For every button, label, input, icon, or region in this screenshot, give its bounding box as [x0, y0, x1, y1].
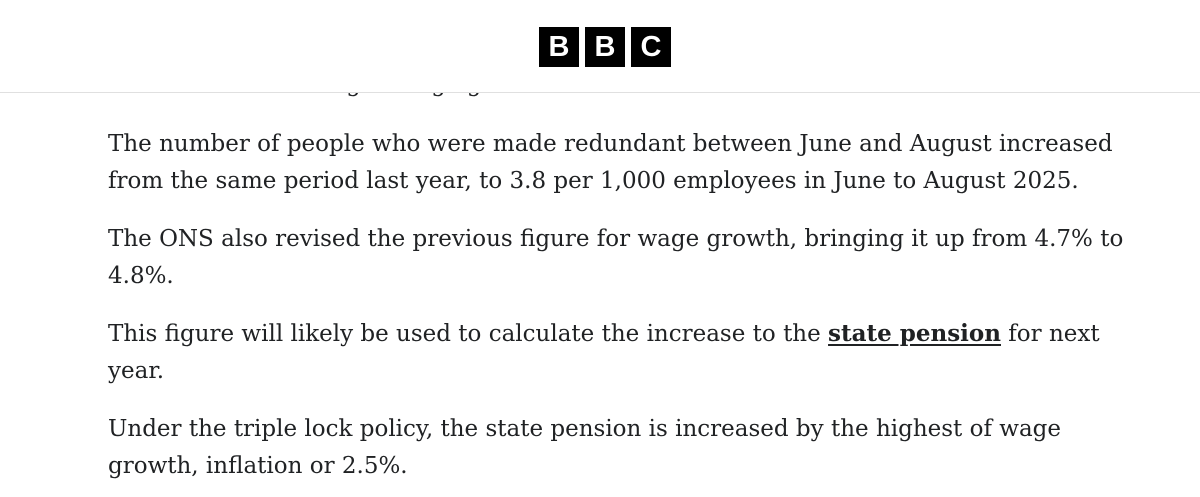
state-pension-link[interactable]: state pension — [828, 320, 1001, 347]
paragraph-redundancies: The number of people who were made redundant between June and August increased from the same period last year, to 3.8 per 1,000 employees in June to August 2025. — [108, 131, 1113, 194]
bbc-logo[interactable] — [539, 27, 671, 67]
site-header — [0, 0, 1200, 93]
paragraph-state-pension — [108, 315, 1138, 390]
logo-letter-b1: B — [539, 27, 579, 67]
logo-letter-c: C — [631, 27, 671, 67]
paragraph-wage-revision: The ONS also revised the previous figure for wage growth, bringing it up from 4.7% to 4.8%. — [108, 226, 1124, 289]
paragraph-triple-lock: Under the triple lock policy, the state pension is increased by the highest of wage growth, inflation or 2.5%. — [108, 416, 1062, 479]
logo-letter-b2: B — [585, 27, 625, 67]
paragraph-text-after-link: for next year. — [108, 321, 1100, 384]
paragraph-text-before-link: This figure will likely be used to calculate the increase to the — [108, 321, 829, 347]
